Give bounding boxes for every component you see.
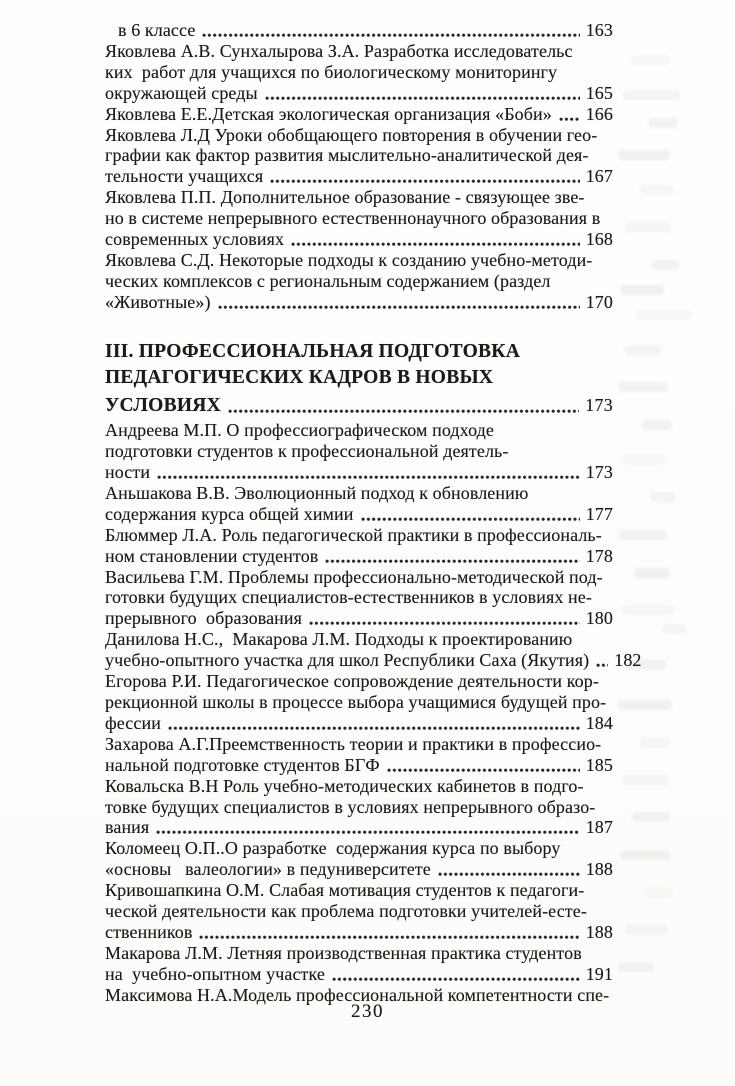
toc-entry-text: прерывного образования <box>105 608 303 629</box>
toc-entry-text: ственников <box>105 921 193 942</box>
toc-entry <box>105 671 613 734</box>
toc-line <box>105 880 613 901</box>
toc-entry-text: нальной подготовке студентов БГФ <box>105 754 380 775</box>
toc-entry-text: ческих комплексов с региональным содержанием (раздел <box>105 270 551 291</box>
toc-line <box>105 125 613 146</box>
toc-line <box>105 208 613 229</box>
toc-entry-text: учебно-опытного участка для школ Республики Саха (Якутия) <box>105 650 590 671</box>
toc-entry <box>105 567 613 630</box>
toc-entry-text: рекционной школы в процессе выбора учащимися будущей про- <box>105 691 607 712</box>
toc-entry-text: «основы валеологии» в педуниверситете <box>105 859 431 880</box>
toc-line <box>105 608 613 629</box>
toc-line <box>105 62 613 83</box>
toc-entry <box>105 483 613 525</box>
dotted-leader <box>332 976 580 982</box>
toc-heading-text: ПЕДАГОГИЧЕСКИХ КАДРОВ В НОВЫХ <box>105 367 494 389</box>
dotted-leader <box>202 32 579 38</box>
toc-line <box>105 629 613 650</box>
toc-line <box>105 734 613 755</box>
toc-line <box>105 483 613 504</box>
toc-page-number: 185 <box>585 754 613 775</box>
toc-line <box>105 922 613 943</box>
toc-line <box>105 671 613 692</box>
toc-entry-text: тельности учащихся <box>105 166 264 187</box>
toc-line <box>105 713 613 734</box>
toc-entry-text: в 6 классе <box>118 20 196 40</box>
toc-line <box>105 776 613 797</box>
dotted-leader <box>218 304 580 310</box>
toc-entry <box>105 41 613 104</box>
toc-line <box>105 229 613 250</box>
toc-page-number: 182 <box>614 650 642 671</box>
toc-page-number: 166 <box>585 103 613 124</box>
dotted-leader <box>228 408 579 414</box>
toc-line <box>105 692 613 713</box>
dotted-leader <box>168 725 580 731</box>
toc-page-number: 184 <box>585 712 613 733</box>
toc-line <box>105 504 613 525</box>
toc-entry-text: но в системе непрерывного естественнонаучного образования в <box>105 208 601 229</box>
toc-entry-text: Коломеец О.П..О разработке содержания курса по выбору <box>105 838 561 859</box>
toc-page-number: 163 <box>585 20 613 40</box>
toc-entry-text: Яковлева П.П. Дополнительное образование - связующее зве- <box>105 187 585 208</box>
dotted-leader <box>156 829 579 835</box>
toc-page-number: 168 <box>585 229 613 250</box>
toc-page-number: 173 <box>585 394 613 415</box>
toc-entry <box>105 104 613 125</box>
toc-entry <box>105 838 613 880</box>
toc-line <box>105 797 613 818</box>
toc-entry-text: Яковлева С.Д. Некоторые подходы к созданию учебно-методи- <box>105 249 593 270</box>
toc-line <box>105 462 613 483</box>
toc-line <box>105 20 613 41</box>
toc-entry <box>105 187 613 250</box>
toc-entry-text: Аньшакова В.В. Эволюционный подход к обновлению <box>105 482 529 503</box>
toc-entry-text: Васильева Г.М. Проблемы профессионально-методической под- <box>105 566 603 587</box>
toc-line <box>105 546 613 567</box>
dotted-leader <box>438 871 580 877</box>
toc-page-number: 191 <box>585 963 613 984</box>
toc-heading-text: УСЛОВИЯХ <box>105 394 221 416</box>
dotted-leader <box>309 620 580 626</box>
toc-entry-text: Блюммер Л.А. Роль педагогической практики в профессиональ- <box>105 524 602 545</box>
toc-entry <box>105 734 613 776</box>
toc-entry-text: товке будущих специалистов в условиях непрерывного образо- <box>105 796 596 817</box>
toc-entry <box>105 420 613 483</box>
toc-entry-text: ческой деятельности как проблема подготовки учителей-есте- <box>105 901 587 922</box>
toc-line <box>105 943 613 964</box>
toc-entry <box>105 20 613 41</box>
toc-entry-text: Яковлева Е.Е.Детская экологическая организация «Боби» <box>105 103 552 124</box>
toc-entry-text: графии как фактор развития мыслительно-аналитической дея- <box>105 145 589 166</box>
toc-line <box>105 365 613 392</box>
toc-entry <box>105 250 613 313</box>
dotted-leader <box>387 767 580 773</box>
toc-line <box>105 859 613 880</box>
dotted-leader <box>291 241 580 247</box>
toc-page-number: 177 <box>585 503 613 524</box>
toc-entry-text: современных условиях <box>105 229 285 250</box>
toc-page-number: 167 <box>585 166 613 187</box>
toc-entry-text: Яковлева Л.Д Уроки обобщающего повторения в обучении гео- <box>105 124 598 145</box>
toc-entry-text: подготовки студентов к профессиональной деятель- <box>105 441 509 462</box>
toc-entry-text: Андреева М.П. О профессиографическом подходе <box>105 420 495 441</box>
dotted-leader <box>265 95 580 101</box>
toc-entry <box>105 943 613 985</box>
toc-entry-text: вания <box>105 817 150 838</box>
dotted-leader <box>157 474 580 480</box>
toc-page-number: 188 <box>585 859 613 880</box>
toc-page-number: 170 <box>585 291 613 312</box>
toc-line <box>105 901 613 922</box>
toc-page-number: 188 <box>585 921 613 942</box>
toc-line <box>105 271 613 292</box>
toc-line <box>105 525 613 546</box>
toc-list <box>105 20 642 1006</box>
dotted-leader <box>325 558 579 564</box>
toc-line <box>105 339 613 366</box>
toc-line <box>105 292 613 313</box>
toc-line <box>105 441 613 462</box>
toc-entry-text: Ковальска В.Н Роль учебно-методических кабинетов в подго- <box>105 775 584 796</box>
toc-line <box>105 420 613 441</box>
toc-line <box>105 755 613 776</box>
toc-entry-text: Егорова Р.И. Педагогическое сопровождение деятельности кор- <box>105 671 599 692</box>
toc-line <box>105 83 613 104</box>
toc-line <box>105 41 613 62</box>
dotted-leader <box>199 934 579 940</box>
toc-entry-text: Данилова Н.С., Макарова Л.М. Подходы к проектированию <box>105 629 573 650</box>
toc-entry <box>105 525 613 567</box>
toc-entry-text: Захарова А.Г.Преемственность теории и практики в профессио- <box>105 733 602 754</box>
toc-line <box>105 964 613 985</box>
toc-entry <box>105 880 613 943</box>
dotted-leader <box>559 116 580 122</box>
toc-line <box>105 587 613 608</box>
dotted-leader <box>596 662 608 668</box>
toc-line <box>105 838 613 859</box>
toc-entry-text: содержания курса общей химии <box>105 503 354 524</box>
toc-page-number: 178 <box>585 545 613 566</box>
toc-entry-text: Макарова Л.М. Летняя производственная практика студентов <box>105 942 582 963</box>
toc-line <box>105 650 642 671</box>
toc-entry-text: фессии <box>105 712 161 733</box>
toc-entry <box>105 125 613 188</box>
toc-line <box>105 187 613 208</box>
toc-entry-text: ности <box>105 462 151 482</box>
toc-line <box>105 817 613 838</box>
toc-line <box>105 104 613 125</box>
toc-section-heading <box>105 339 613 420</box>
toc-entry-text: ких работ для учащихся по биологическому мониторингу <box>105 61 558 82</box>
toc-entry <box>105 776 613 839</box>
toc-entry-text: Яковлева А.В. Сунхалырова З.А. Разработка исследовательс <box>105 40 573 61</box>
toc-entry-text: «Животные») <box>105 291 211 312</box>
toc-entry <box>105 629 642 671</box>
dotted-leader <box>270 178 579 184</box>
toc-entry-text: Максимова Н.А.Модель профессиональной компетентности спе- <box>105 984 610 1005</box>
toc-page-number: 180 <box>585 608 613 629</box>
toc-line <box>105 392 613 420</box>
toc-page-number: 173 <box>585 462 613 482</box>
toc-line <box>105 145 613 166</box>
toc-heading-text: III. ПРОФЕССИОНАЛЬНАЯ ПОДГОТОВКА <box>105 340 521 362</box>
page-folio: 230 <box>351 1001 384 1022</box>
toc-entry-text: ном становлении студентов <box>105 545 319 566</box>
toc-page-number: 165 <box>585 82 613 103</box>
toc-entry-text: окружающей среды <box>105 82 258 103</box>
toc-entry-text: на учебно-опытном участке <box>105 963 326 984</box>
toc-entry-text: Кривошапкина О.М. Слабая мотивация студентов к педагоги- <box>105 880 585 901</box>
toc-line <box>105 567 613 588</box>
toc-line <box>105 166 613 187</box>
toc-entry-text: готовки будущих специалистов-естественников в условиях не- <box>105 587 592 608</box>
dotted-leader <box>361 516 580 522</box>
toc-line <box>105 250 613 271</box>
toc-page-number: 187 <box>585 817 613 838</box>
